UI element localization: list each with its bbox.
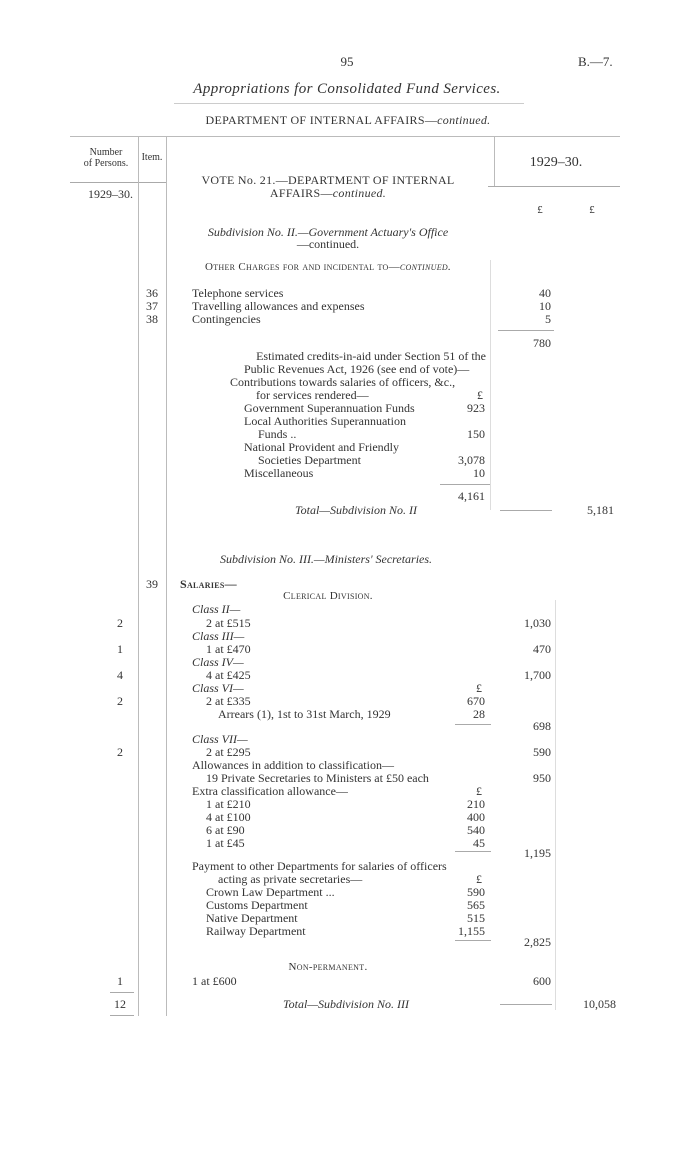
line-item-label: Contingencies xyxy=(192,312,261,326)
extra-allowance-total: 1,195 xyxy=(524,846,551,860)
inner-amount: 45 xyxy=(473,836,485,850)
clerical-division-heading: Clerical Division. xyxy=(283,590,373,602)
subdivision-2-heading-2: —continued. xyxy=(296,237,360,251)
inner-amount: 590 xyxy=(467,885,485,899)
class-6-total: 698 xyxy=(533,719,551,733)
credits-pound: £ xyxy=(477,388,483,402)
credit-label: National Provident and Friendly xyxy=(244,440,399,454)
line-item-label: 1 at £210 xyxy=(206,797,251,811)
subdivision-3-heading: Subdivision No. III.—Ministers' Secretaries. xyxy=(219,552,433,566)
credit-amount: 10 xyxy=(473,466,485,480)
line-item-label: Travelling allowances and expenses xyxy=(192,299,365,313)
item-number: 36 xyxy=(146,286,158,300)
subdivision-3-total-amount: 10,058 xyxy=(583,997,616,1011)
column-header-number-persons: Number xyxy=(89,147,123,158)
persons-count: 2 xyxy=(117,616,123,630)
line-item-label: 2 at £295 xyxy=(206,745,251,759)
credits-total: 4,161 xyxy=(458,489,485,503)
class-heading: Class VI— xyxy=(192,681,244,695)
line-item-amount: 590 xyxy=(533,745,551,759)
item-number: 37 xyxy=(146,299,158,313)
subdivision-2-total-label: Total—Subdivision No. II xyxy=(295,503,417,517)
line-item-label: Customs Department xyxy=(206,898,308,912)
pound-sign-2: £ xyxy=(589,204,595,216)
credit-amount: 3,078 xyxy=(458,453,485,467)
inner-amount: 210 xyxy=(467,797,485,811)
vote-heading: VOTE No. 21.—DEPARTMENT OF INTERNAL xyxy=(201,173,455,187)
subdivision-2-total-amount: 5,181 xyxy=(587,503,614,517)
line-item-label: 1 at £470 xyxy=(206,642,251,656)
inner-pound: £ xyxy=(476,784,482,798)
class-heading: Class III— xyxy=(192,629,245,643)
persons-count: 1 xyxy=(117,642,123,656)
credit-label: Government Superannuation Funds xyxy=(244,401,415,415)
pound-sign-1: £ xyxy=(537,204,543,216)
credit-label: Local Authorities Superannuation xyxy=(244,414,406,428)
line-item-label: 2 at £335 xyxy=(206,694,251,708)
line-item-label: Native Department xyxy=(206,911,298,925)
column-header-item: Item. xyxy=(141,152,163,163)
vote-heading-2: AFFAIRS—continued. xyxy=(269,186,387,200)
credit-label: Miscellaneous xyxy=(244,466,314,480)
salaries-heading: Salaries— xyxy=(180,577,237,591)
inner-amount: 515 xyxy=(467,911,485,925)
subdivision-2-heading: Subdivision No. II.—Government Actuary's Office xyxy=(207,225,449,239)
payment-heading: Payment to other Departments for salaries of officers xyxy=(192,859,447,873)
line-item-label: 4 at £425 xyxy=(206,668,251,682)
persons-count: 2 xyxy=(117,694,123,708)
credit-label: Societies Department xyxy=(258,453,361,467)
item-number: 38 xyxy=(146,312,158,326)
line-item-label: 1 at £600 xyxy=(192,974,237,988)
line-item-amount: 10 xyxy=(539,299,551,313)
credits-text-3: Contributions towards salaries of officers, &c., xyxy=(230,375,456,389)
class-heading: Class IV— xyxy=(192,655,244,669)
total-persons: 12 xyxy=(114,997,126,1011)
line-item-label: 1 at £45 xyxy=(206,836,245,850)
line-item-amount: 600 xyxy=(533,974,551,988)
page-number: 95 xyxy=(340,54,354,69)
inner-amount: 565 xyxy=(467,898,485,912)
line-item-label: 4 at £100 xyxy=(206,810,251,824)
class-heading: Class II— xyxy=(192,602,241,616)
line-item-amount: 950 xyxy=(533,771,551,785)
credit-amount: 150 xyxy=(467,427,485,441)
inner-pound: £ xyxy=(476,681,482,695)
document-reference: B.—7. xyxy=(578,54,613,69)
line-item-label: Railway Department xyxy=(206,924,306,938)
subdivision-3-total-label: Total—Subdivision No. III xyxy=(283,997,409,1011)
line-item-label: Telephone services xyxy=(192,286,284,300)
subtotal-amount: 780 xyxy=(533,336,551,350)
line-item-label: 19 Private Secretaries to Ministers at £50 each xyxy=(206,771,429,785)
inner-amount: 540 xyxy=(467,823,485,837)
year-right: 1929–30. xyxy=(529,155,583,170)
persons-count: 4 xyxy=(117,668,123,682)
page-title: Appropriations for Consolidated Fund Services. xyxy=(193,81,501,97)
year-left: 1929–30. xyxy=(88,187,133,201)
credits-text-2: Public Revenues Act, 1926 (see end of vote)— xyxy=(244,362,470,376)
inner-amount: 1,155 xyxy=(458,924,485,938)
line-item-amount: 5 xyxy=(545,312,551,326)
line-item-amount: 1,700 xyxy=(524,668,551,682)
line-item-label: 6 at £90 xyxy=(206,823,245,837)
inner-pound: £ xyxy=(476,872,482,886)
inner-amount: 400 xyxy=(467,810,485,824)
line-item-label: Arrears (1), 1st to 31st March, 1929 xyxy=(218,707,391,721)
credit-label: Funds .. xyxy=(258,427,297,441)
persons-count: 1 xyxy=(117,974,123,988)
credits-text-4: for services rendered— xyxy=(256,388,369,402)
other-charges-heading: Other Charges for and incidental to—continued. xyxy=(204,261,452,273)
payment-total: 2,825 xyxy=(524,935,551,949)
item-number: 39 xyxy=(146,577,158,591)
persons-count: 2 xyxy=(117,745,123,759)
extra-allowance-heading: Extra classification allowance— xyxy=(192,784,348,798)
credit-amount: 923 xyxy=(467,401,485,415)
inner-amount: 670 xyxy=(467,694,485,708)
column-header-number-persons-2: of Persons. xyxy=(83,158,129,169)
allowances-heading: Allowances in addition to classification— xyxy=(192,758,394,772)
line-item-amount: 1,030 xyxy=(524,616,551,630)
payment-heading-2: acting as private secretaries— xyxy=(218,872,363,886)
line-item-label: 2 at £515 xyxy=(206,616,251,630)
credits-text: Estimated credits-in-aid under Section 51 of the xyxy=(256,349,486,363)
non-permanent-heading: Non-permanent. xyxy=(288,961,368,973)
inner-amount: 28 xyxy=(473,707,485,721)
line-item-amount: 40 xyxy=(539,286,551,300)
class-heading: Class VII— xyxy=(192,732,248,746)
line-item-amount: 470 xyxy=(533,642,551,656)
line-item-label: Crown Law Department ... xyxy=(206,885,335,899)
department-heading: DEPARTMENT OF INTERNAL AFFAIRS—continued. xyxy=(205,113,491,127)
